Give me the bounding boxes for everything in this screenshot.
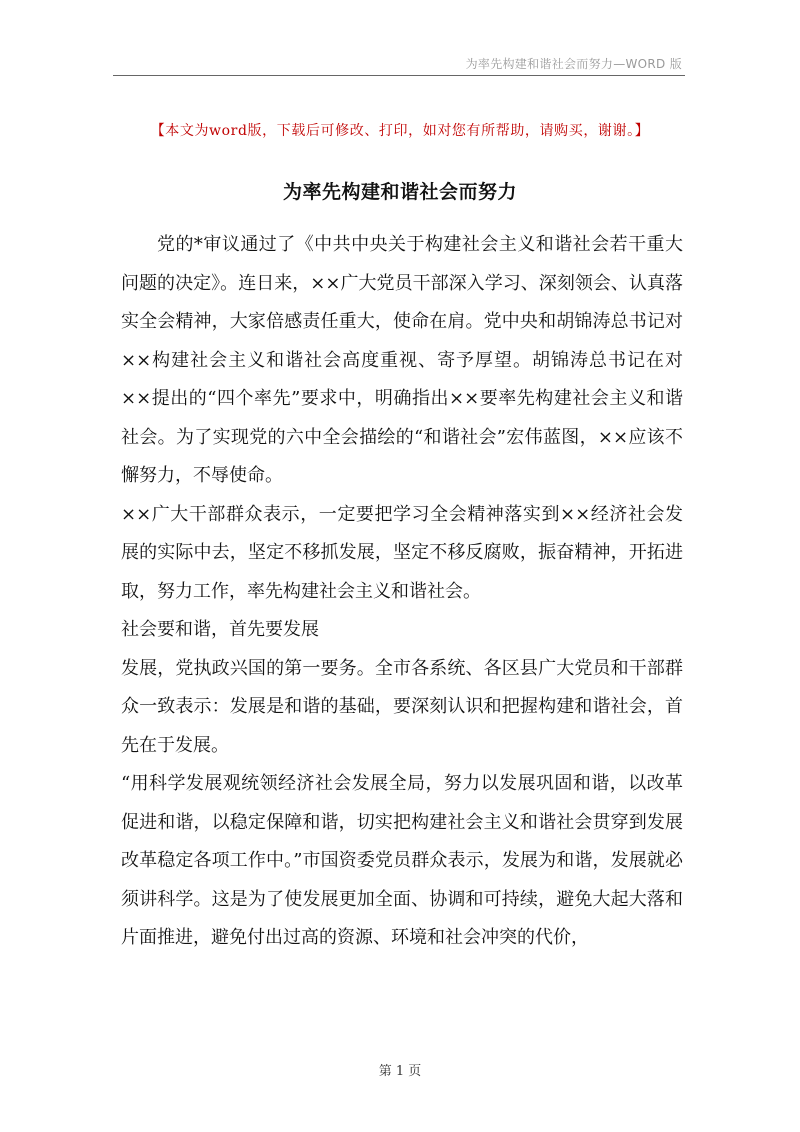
purchase-notice: 【本文为word版，下载后可修改、打印，如对您有所帮助，请购买，谢谢。】 bbox=[150, 123, 650, 139]
paragraph-intro: 党的*审议通过了《中共中央关于构建社会主义和谐社会若干重大问题的决定》。连日来，××广大党员干部深入学习、深刻领会、认真落实全会精神，大家倍感责任重大，使命在肩。党中央和胡锦涛总书记对××构建社会主义和谐社会高度重视、寄予厚望。胡锦涛总书记在对××提出的“四个率先”要求中，明确指出××要率先构建社会主义和谐社会。为了实现党的六中全会描绘的“和谐社会”宏伟蓝图，××应该不懈努力，不辱使命。 bbox=[121, 234, 683, 486]
document-title: 为率先构建和谐社会而努力 bbox=[282, 181, 517, 203]
section-heading: 社会要和谐，首先要发展 bbox=[121, 619, 319, 640]
paragraph-quote: “用科学发展观统领经济社会发展全局，努力以发展巩固和谐，以改革促进和谐，以稳定保障和谐，切实把构建社会主义和谐社会贯穿到发展改革稳定各项工作中。”市国资委党员群众表示，发展为和谐，发展就必须讲科学。这是为了使发展更加全面、协调和可持续，避免大起大落和片面推进，避免付出过高的资源、环境和社会冲突的代价， bbox=[121, 773, 683, 948]
document-body bbox=[121, 226, 683, 958]
header-divider bbox=[113, 75, 685, 76]
page-number: 第 1 页 bbox=[378, 1064, 422, 1079]
running-header: 为率先构建和谐社会而努力—WORD 版 bbox=[465, 57, 682, 71]
paragraph-development: 发展，党执政兴国的第一要务。全市各系统、各区县广大党员和干部群众一致表示：发展是和谐的基础，要深刻认识和把握构建和谐社会，首先在于发展。 bbox=[121, 657, 683, 756]
paragraph-commitment: ××广大干部群众表示，一定要把学习全会精神落实到××经济社会发展的实际中去，坚定不移抓发展，坚定不移反腐败，振奋精神，开拓进取，努力工作，率先构建社会主义和谐社会。 bbox=[121, 503, 683, 602]
